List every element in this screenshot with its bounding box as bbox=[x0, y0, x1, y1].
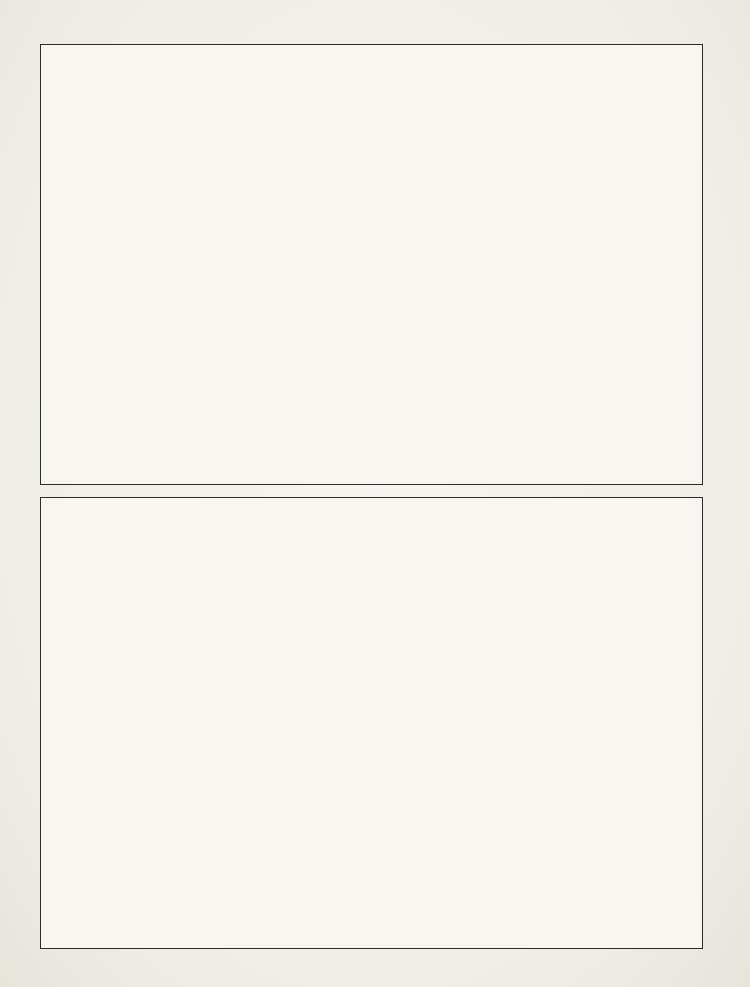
roster-table-top bbox=[40, 44, 703, 485]
roster-table-bottom bbox=[40, 497, 703, 949]
